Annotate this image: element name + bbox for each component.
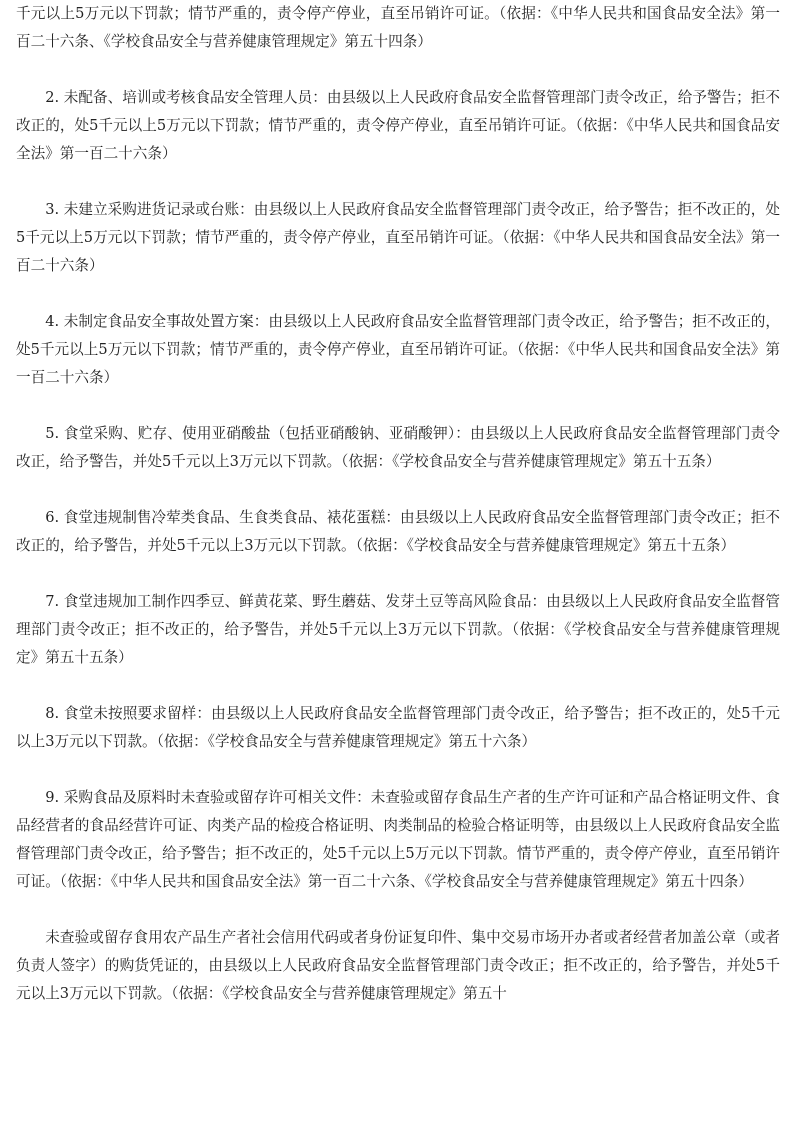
- paragraph-gap: [16, 756, 780, 784]
- document-page: [16, 0, 780, 1008]
- paragraph-item-9: 9. 采购食品及原料时未查验或留存许可相关文件：未查验或留存食品生产者的生产许可证和产品合格证明文件、食品经营者的食品经营许可证、肉类产品的检疫合格证明、肉类制品的检验合格证明等，由县级以上人民政府食品安全监督管理部门责令改正，给予警告；拒不改正的，处5千元以上5万元以下罚款。情节严重的，责令停产停业，直至吊销许可证。（依据：《中华人民共和国食品安全法》第一百二十六条、《学校食品安全与营养健康管理规定》第五十四条）: [16, 789, 780, 890]
- paragraph-item-2: 2. 未配备、培训或考核食品安全管理人员：由县级以上人民政府食品安全监督管理部门责令改正，给予警告；拒不改正的，处5千元以上5万元以下罚款；情节严重的，责令停产停业，直至吊销许可证。（依据：《中华人民共和国食品安全法》第一百二十六条）: [16, 89, 780, 162]
- paragraph-item-5: 5. 食堂采购、贮存、使用亚硝酸盐（包括亚硝酸钠、亚硝酸钾）：由县级以上人民政府食品安全监督管理部门责令改正，给予警告，并处5千元以上3万元以下罚款。（依据：《学校食品安全与营养健康管理规定》第五十五条）: [16, 425, 780, 470]
- paragraph-gap: [16, 56, 780, 84]
- paragraph-gap: [16, 896, 780, 924]
- paragraph-item-6: 6. 食堂违规制售冷荤类食品、生食类食品、裱花蛋糕：由县级以上人民政府食品安全监督管理部门责令改正；拒不改正的，给予警告，并处5千元以上3万元以下罚款。（依据：《学校食品安全与营养健康管理规定》第五十五条）: [16, 509, 780, 554]
- paragraph-item-9-continued: 未查验或留存食用农产品生产者社会信用代码或者身份证复印件、集中交易市场开办者或者经营者加盖公章（或者负责人签字）的购货凭证的，由县级以上人民政府食品安全监督管理部门责令改正；拒不改正的，给予警告，并处5千元以上3万元以下罚款。（依据：《学校食品安全与营养健康管理规定》第五十: [16, 929, 780, 1002]
- paragraph-item-3: 3. 未建立采购进货记录或台账：由县级以上人民政府食品安全监督管理部门责令改正，给予警告；拒不改正的，处5千元以上5万元以下罚款；情节严重的，责令停产停业，直至吊销许可证。（依据：《中华人民共和国食品安全法》第一百二十六条）: [16, 201, 780, 274]
- paragraph-item-8: 8. 食堂未按照要求留样：由县级以上人民政府食品安全监督管理部门责令改正，给予警告；拒不改正的，处5千元以上3万元以下罚款。（依据：《学校食品安全与营养健康管理规定》第五十六条）: [16, 705, 780, 750]
- paragraph-gap: [16, 280, 780, 308]
- paragraph-continued-text: 千元以上5万元以下罚款；情节严重的，责令停产停业，直至吊销许可证。（依据：《中华人民共和国食品安全法》第一百二十六条、《学校食品安全与营养健康管理规定》第五十四条）: [16, 5, 780, 50]
- paragraph-gap: [16, 560, 780, 588]
- paragraph-gap: [16, 168, 780, 196]
- paragraph-gap: [16, 392, 780, 420]
- paragraph-gap: [16, 672, 780, 700]
- paragraph-gap: [16, 476, 780, 504]
- paragraph-item-7: 7. 食堂违规加工制作四季豆、鲜黄花菜、野生蘑菇、发芽土豆等高风险食品：由县级以上人民政府食品安全监督管理部门责令改正；拒不改正的，给予警告，并处5千元以上3万元以下罚款。（依据：《学校食品安全与营养健康管理规定》第五十五条）: [16, 593, 780, 666]
- paragraph-item-4: 4. 未制定食品安全事故处置方案：由县级以上人民政府食品安全监督管理部门责令改正，给予警告；拒不改正的，处5千元以上5万元以下罚款；情节严重的，责令停产停业，直至吊销许可证。（依据：《中华人民共和国食品安全法》第一百二十六条）: [16, 313, 780, 386]
